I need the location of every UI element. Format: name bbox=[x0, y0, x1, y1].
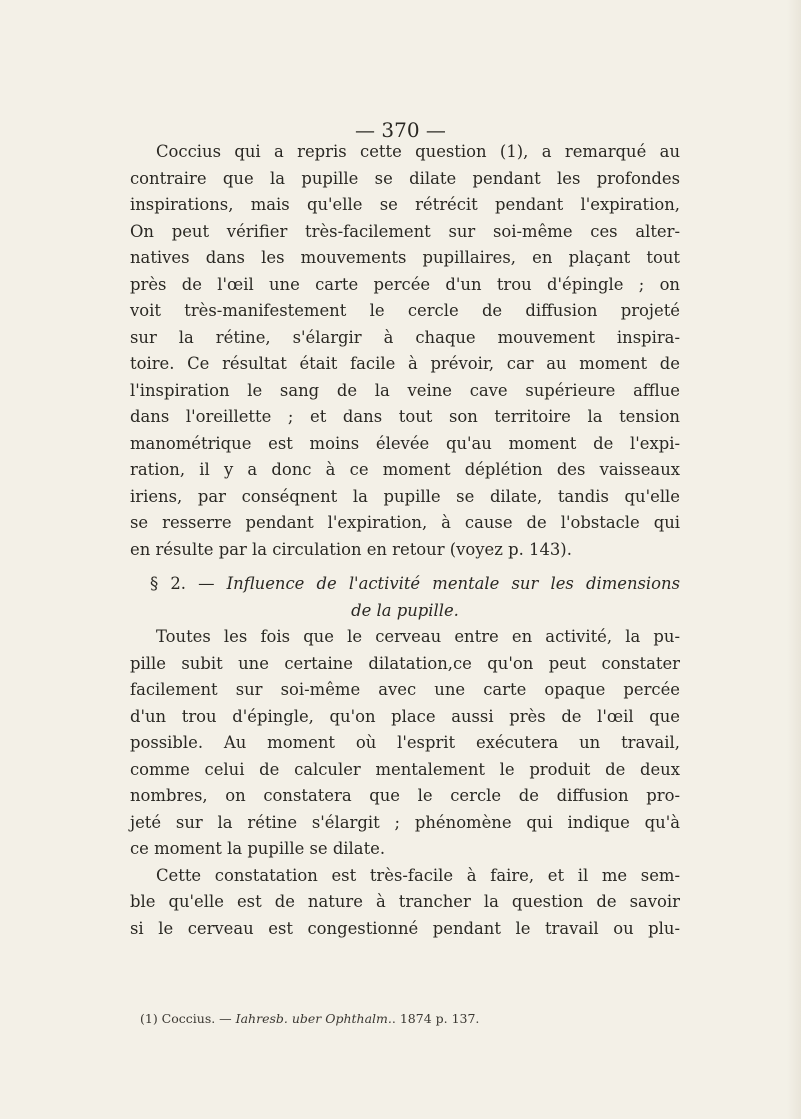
paragraph-2 bbox=[130, 624, 680, 863]
text-line: Cette constatation est très-facile à faire, et il me sem- bbox=[156, 865, 680, 885]
section-heading-line-1 bbox=[130, 571, 680, 598]
text-line: facilement sur soi-même avec une carte opaque percée bbox=[130, 680, 680, 699]
paragraph-3 bbox=[130, 863, 680, 943]
text-line: en résulte par la circulation en retour (voyez p. 143). bbox=[130, 539, 572, 559]
text-line: si le cerveau est congestionné pendant le travail ou plu- bbox=[130, 918, 680, 938]
section-title-part-1: Influence de l'activité mentale sur les dimensions bbox=[226, 574, 680, 593]
text-line: natives dans les mouvements pupillaires, en plaçant tout bbox=[130, 248, 680, 267]
text-line: d'un trou d'épingle, qu'on place aussi près de l'œil que bbox=[130, 706, 680, 726]
section-heading bbox=[130, 571, 680, 624]
text-line: ce moment la pupille se dilate. bbox=[130, 839, 386, 858]
text-line: se resserre pendant l'expiration, à cause de l'obstacle qui bbox=[130, 513, 680, 532]
text-line: ble qu'elle est de nature à trancher la question de savoir bbox=[130, 892, 680, 911]
text-line: iriens, par conséqnent la pupille se dilate, tandis qu'elle bbox=[130, 486, 680, 506]
text-line: manométrique est moins élevée qu'au moment de l'expi- bbox=[130, 433, 680, 453]
text-line: nombres, on constatera que le cercle de diffusion pro- bbox=[130, 786, 680, 805]
text-line: inspirations, mais qu'elle se rétrécit pendant l'expiration, bbox=[130, 195, 680, 214]
text-line: pille subit une certaine dilatation,ce qu'on peut constater bbox=[130, 653, 680, 673]
page-edge-shadow bbox=[787, 0, 801, 1119]
section-title-part-2: de la pupille. bbox=[351, 600, 459, 620]
page-number: — 370 — bbox=[355, 118, 446, 142]
text-line: l'inspiration le sang de la veine cave supérieure afflue bbox=[130, 380, 680, 400]
text-line: On peut vérifier très-facilement sur soi-même ces alter- bbox=[130, 221, 680, 241]
text-line: possible. Au moment où l'esprit exécutera un travail, bbox=[130, 733, 680, 752]
text-line: ration, il y a donc à ce moment déplétion des vaisseaux bbox=[130, 460, 680, 479]
footnote bbox=[140, 1011, 700, 1026]
text-line: près de l'œil une carte percée d'un trou d'épingle ; on bbox=[130, 274, 680, 294]
text-line: toire. Ce résultat était facile à prévoir, car au moment de bbox=[130, 354, 680, 373]
paragraph-1 bbox=[130, 139, 680, 563]
text-line: jeté sur la rétine s'élargit ; phénomène qui indique qu'à bbox=[130, 812, 680, 832]
section-prefix: § 2. — bbox=[150, 574, 227, 593]
body-text bbox=[130, 139, 680, 942]
text-line: voit très-manifestement le cercle de diffusion projeté bbox=[130, 301, 680, 320]
text-line: sur la rétine, s'élargir à chaque mouvement inspira- bbox=[130, 327, 680, 347]
text-line: contraire que la pupille se dilate pendant les profondes bbox=[130, 168, 680, 188]
text-line: dans l'oreillette ; et dans tout son territoire la tension bbox=[130, 407, 680, 426]
section-gap bbox=[130, 563, 680, 571]
footnote-citation: . 1874 p. 137. bbox=[391, 1011, 480, 1026]
text-line: Coccius qui a repris cette question (1), a remarqué au bbox=[156, 142, 680, 161]
text-line: Toutes les fois que le cerveau entre en activité, la pu- bbox=[156, 627, 680, 646]
footnote-marker: (1) Coccius. — bbox=[140, 1011, 236, 1026]
text-line: comme celui de calculer mentalement le produit de deux bbox=[130, 759, 680, 779]
footnote-source: Iahresb. uber Ophthalm. bbox=[235, 1011, 392, 1026]
